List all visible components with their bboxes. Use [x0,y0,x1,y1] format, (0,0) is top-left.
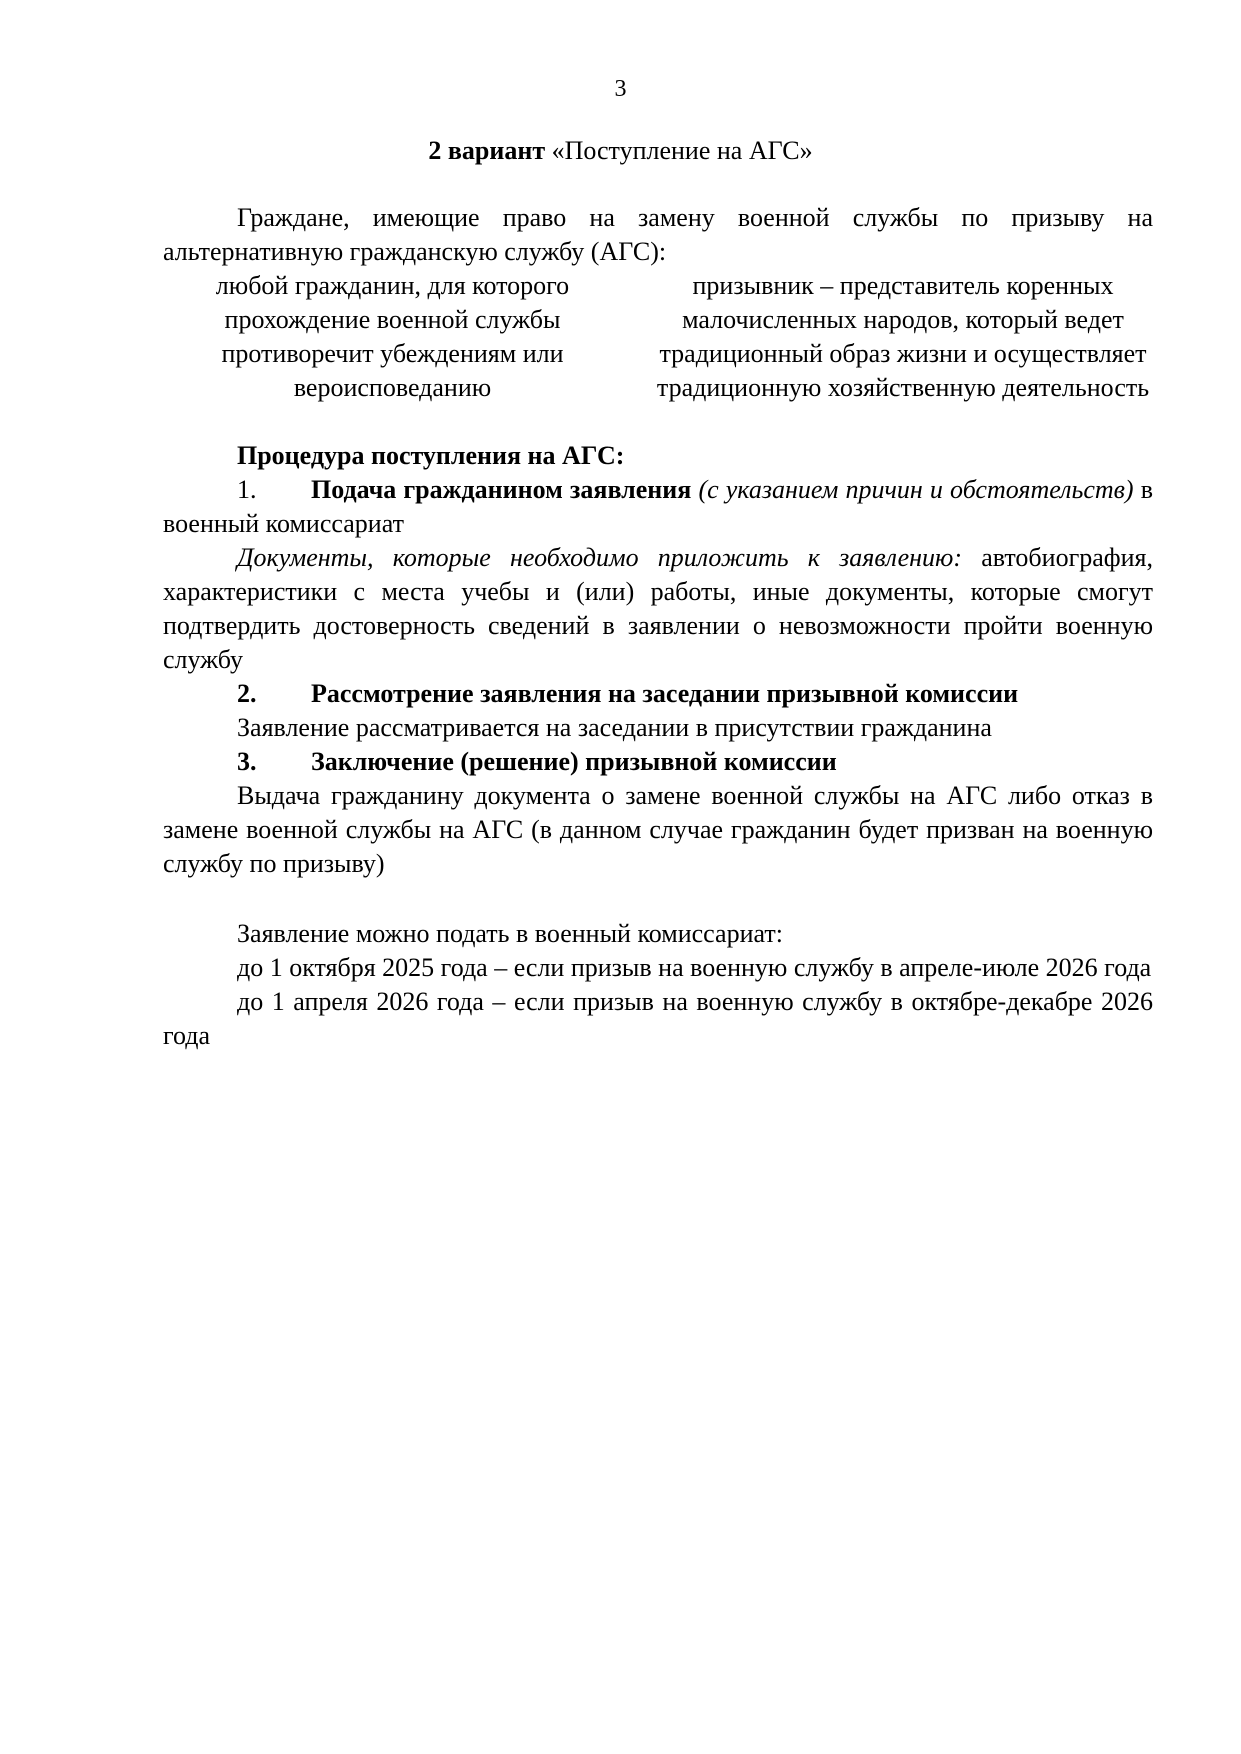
step-1-title: Подача гражданином заявления [311,475,692,504]
documents-paragraph [163,541,1153,677]
procedure-heading: Процедура поступления на АГС: [237,441,625,470]
documents-label: Документы, которые необходимо приложить к заявлению: [237,543,963,572]
step-3-number: 3. [237,747,257,776]
step-3-text: Выдача гражданину документа о замене военной службы на АГС либо отказ в замене военной службы на АГС (в данном случае гражданин будет призван на военную службу по призыву) [163,781,1153,878]
documents-text: автобиография, характеристики с места учебы и (или) работы, иные документы, которые смогут подтвердить достоверность сведений в заявлении о невозможности пройти военную службу [163,543,1153,674]
step-3-title: Заключение (решение) призывной комиссии [311,747,837,776]
document-body [163,201,1153,1053]
eligibility-right: призывник – представитель коренных малочисленных народов, который ведет традиционный образ жизни и осуществляет традиционную хозяйственную деятельность [656,271,1150,402]
eligibility-columns [163,269,1153,405]
page-number: 3 [614,76,627,102]
deadline-item-1: до 1 октября 2025 года – если призыв на военную службу в апреле-июле 2026 года [237,953,1152,982]
step-2 [163,677,1153,711]
step-3 [163,745,1153,779]
step-2-number: 2. [237,679,257,708]
step-1-tail: в военный комиссариат [163,475,1153,538]
intro-paragraph: Граждане, имеющие право на замену военной службы по призыву на альтернативную гражданскую службу (АГС): [163,203,1153,266]
step-1-number: 1. [237,475,257,504]
step-2-title: Рассмотрение заявления на заседании призывной комиссии [311,679,1019,708]
step-1 [163,473,1153,541]
document-title [0,134,1241,168]
title-subject: «Поступление на АГС» [545,136,813,165]
step-1-note: (с указанием причин и обстоятельств) [691,475,1134,504]
eligibility-left: любой гражданин, для которого прохождение военной службы противоречит убеждениям или вероисповеданию [215,271,570,402]
deadline-item-2: до 1 апреля 2026 года – если призыв на военную службу в октябре-декабре 2026 года [163,987,1153,1050]
deadlines-heading: Заявление можно подать в военный комиссариат: [237,919,783,948]
step-2-text: Заявление рассматривается на заседании в присутствии гражданина [237,713,992,742]
title-variant: 2 вариант [428,136,546,165]
